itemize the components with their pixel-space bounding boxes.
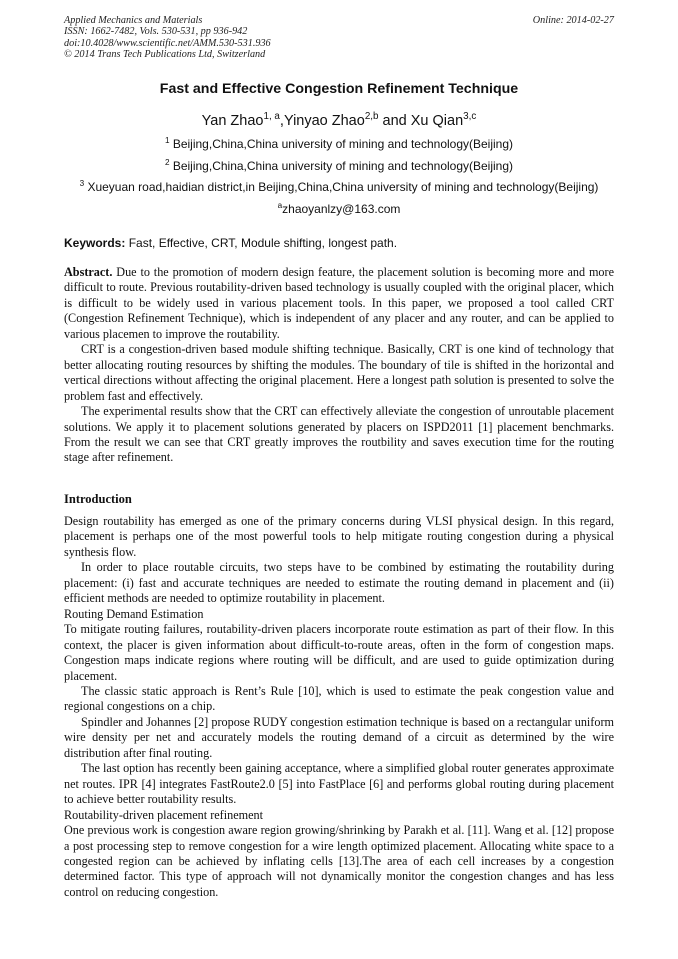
author-separator: and	[378, 113, 411, 129]
affiliation-3	[0, 180, 678, 194]
issn-line: ISSN: 1662-7482, Vols. 530-531, pp 936-942	[64, 26, 248, 38]
abstract	[64, 265, 614, 466]
keywords	[64, 236, 614, 250]
copyright-line: © 2014 Trans Tech Publications Ltd, Switzerland	[64, 48, 266, 60]
subheading-routability-refinement: Routability-driven placement refinement	[64, 807, 263, 822]
author-separator: ,	[279, 113, 284, 129]
author-superscript: 3,c	[463, 111, 477, 123]
author-superscript: 1, a	[263, 111, 280, 123]
affiliation-2	[0, 159, 678, 173]
author-name: Yan Zhao	[201, 113, 264, 129]
affiliation-mark: 2	[164, 158, 170, 167]
online-date: Online: 2014-02-27	[532, 15, 614, 26]
affiliation-text: Xueyuan road,haidian district,in Beijing,China,China university of mining and technology(Beijing)	[84, 180, 599, 194]
keywords-label: Keywords:	[64, 236, 126, 250]
keywords-text: Fast, Effective, CRT, Module shifting, longest path.	[125, 236, 398, 250]
paper-title: Fast and Effective Congestion Refinement Technique	[159, 81, 519, 97]
introduction-body	[64, 514, 614, 900]
abstract-paragraph: CRT is a congestion-driven based module shifting technique. Basically, CRT is one kind of technology that better allocating routing resources by shifting the modules. The boundary of tile is shifted in the horizontal and vertical directions without affecting the original placement. Here a longest path solution is presented to solve the problem fast and effectively.	[64, 342, 614, 403]
journal-name: Applied Mechanics and Materials	[64, 15, 203, 26]
section-heading-introduction: Introduction	[64, 492, 132, 506]
journal-header	[64, 15, 271, 60]
author-line	[0, 113, 678, 129]
affiliation-text: Beijing,China,China university of mining and technology(Beijing)	[169, 137, 514, 151]
abstract-paragraph	[64, 265, 614, 342]
doi-line: doi:10.4028/www.scientific.net/AMM.530-531.936	[64, 37, 271, 49]
abstract-paragraph: The experimental results show that the CRT can effectively alleviate the congestion of unroutable placement solutions. We apply it to placement solutions generated by placers on ISPD2011 [1] placement benchmarks. From the result we can see that CRT greatly improves the routbility and saves execution time for the routing stage after refinement.	[64, 404, 614, 465]
author-name: Xu Qian	[410, 113, 464, 129]
author-name: Yinyao Zhao	[283, 113, 365, 129]
abstract-label: Abstract.	[64, 265, 113, 279]
author-superscript: 2,b	[364, 111, 379, 123]
author-email	[0, 202, 678, 216]
email-mark: a	[277, 201, 283, 210]
body-paragraph: To mitigate routing failures, routability-driven placers incorporate route estimation as part of their flow. In this context, the placer is given information about difficult-to-route areas, often in the form of congestion maps. Congestion maps indicate regions where routing will be difficult, and are used to guide optimization during placement.	[64, 622, 614, 683]
body-paragraph: The classic static approach is Rent’s Rule [10], which is used to estimate the peak congestion value and regional congestions on a chip.	[64, 683, 614, 714]
body-paragraph: In order to place routable circuits, two steps have to be combined by estimating the routability during placement: (i) fast and accurate techniques are needed to estimate the routing demand in placement and (ii) efficient methods are needed to optimize routability in placement.	[64, 560, 614, 606]
affiliation-1	[0, 137, 678, 151]
body-paragraph: Spindler and Johannes [2] propose RUDY congestion estimation technique is based on a rectangular uniform wire density per net and accurately models the routing demand of a circuit as determined by the wire distribution after final routing.	[64, 714, 614, 760]
subheading-routing-demand: Routing Demand Estimation	[64, 606, 204, 621]
affiliation-mark: 1	[164, 136, 170, 145]
affiliation-text: Beijing,China,China university of mining and technology(Beijing)	[169, 159, 514, 173]
affiliation-mark: 3	[79, 179, 85, 188]
body-paragraph: The last option has recently been gaining acceptance, where a simplified global router generates approximate net routes. IPR [4] integrates FastRoute2.0 [5] into FastPlace [6] and performs global routing during placement to achieve better routability results.	[64, 761, 614, 807]
body-paragraph: One previous work is congestion aware region growing/shrinking by Parakh et al. [11]. Wang et al. [12] propose a post processing step to remove congestion for a wire length optimized placement. Allocating white space to a congested region can be achieved by inflating cells [13].The area of each cell increases by a congestion determined factor. This type of approach will not dynamically monitor the congestion changes and has less control on reducing congestion.	[64, 823, 614, 899]
body-paragraph: Design routability has emerged as one of the primary concerns during VLSI physical design. In this regard, placement is perhaps one of the most powerful tools to help mitigate routing congestion during a physical synthesis flow.	[64, 514, 614, 559]
abstract-text: Due to the promotion of modern design feature, the placement solution is becoming more and more difficult to route. Previous routability-driven based technology is usually coupled with the original placer, which is difficult to be widely used in various placement tools. In this paper, we proposed a tool called CRT (Congestion Refinement Technique), which is independent of any placer and any router, and can be applied to various placemen to improve the routability.	[64, 265, 614, 341]
email-text: zhaoyanlzy@163.com	[282, 202, 401, 216]
